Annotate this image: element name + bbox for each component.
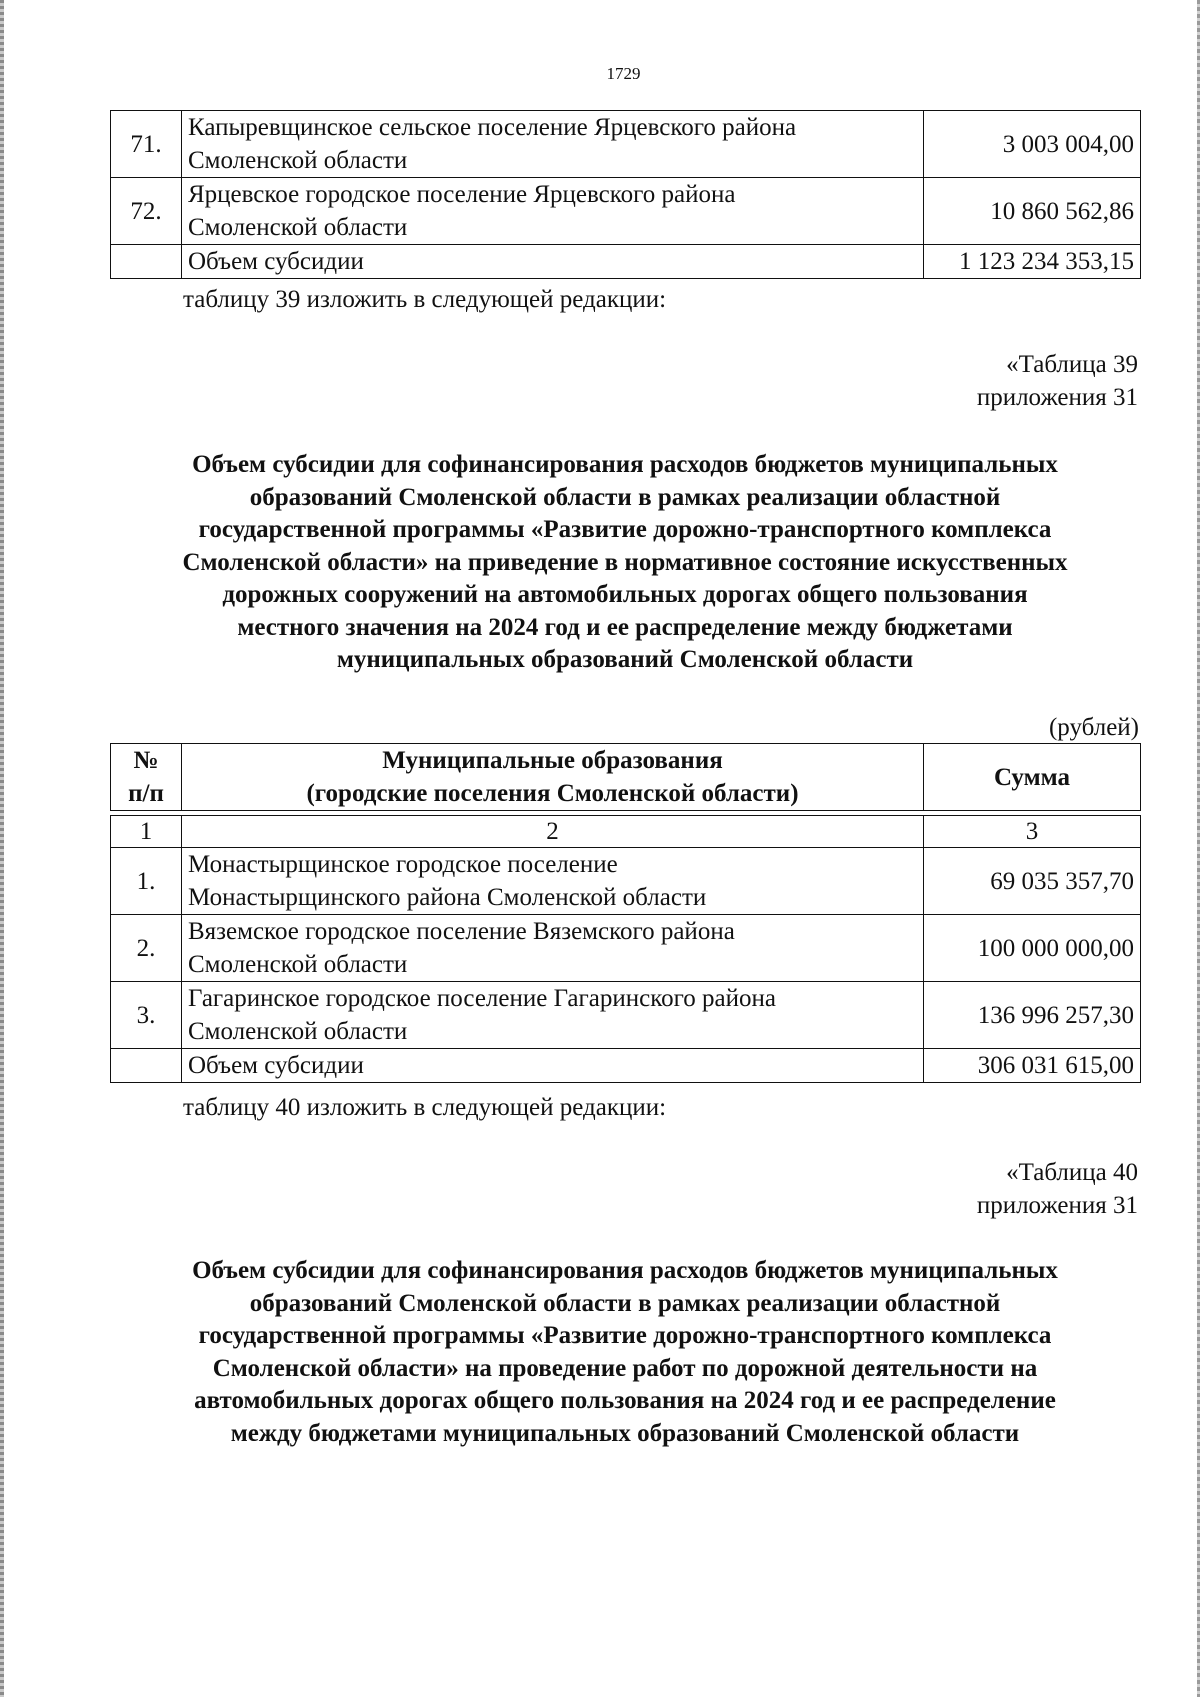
total-row-number — [111, 245, 182, 279]
row-number: 2. — [111, 915, 182, 982]
table-row — [111, 111, 1141, 178]
page-number: 1729 — [606, 64, 641, 83]
title-line: между бюджетами муниципальных образований Смоленской области — [230, 1419, 1020, 1447]
row-number: 71. — [111, 111, 182, 178]
row-name-line: Смоленской области — [188, 147, 408, 174]
row-amount: 3 003 004,00 — [924, 111, 1141, 178]
row-name — [182, 178, 924, 245]
header-num-line: № — [133, 747, 159, 774]
table-row — [111, 848, 1141, 915]
title-line: Объем субсидии для софинансирования расходов бюджетов муниципальных — [192, 1257, 1058, 1284]
row-name-line: Гагаринское городское поселение Гагаринского района — [188, 985, 776, 1012]
instruction-paragraph: таблицу 39 изложить в следующей редакции: — [183, 286, 667, 313]
row-name — [182, 915, 924, 982]
header-name-line: Муниципальные образования — [382, 747, 723, 774]
total-amount: 1 123 234 353,15 — [924, 245, 1141, 279]
title-line: образований Смоленской области в рамках реализации областной — [249, 1289, 1001, 1317]
title-line: образований Смоленской области в рамках реализации областной — [249, 483, 1001, 511]
col-index: 2 — [182, 816, 924, 848]
title-line: автомобильных дорогах общего пользования на 2024 год и ее распределение — [194, 1387, 1056, 1414]
total-amount: 306 031 615,00 — [924, 1049, 1141, 1083]
header-num-line: п/п — [128, 780, 164, 807]
instruction-paragraph: таблицу 40 изложить в следующей редакции: — [183, 1094, 667, 1121]
header-amount: Сумма — [924, 744, 1141, 811]
row-amount: 100 000 000,00 — [924, 915, 1141, 982]
row-name-line: Монастырщинское городское поселение — [188, 851, 618, 878]
row-name-line: Капыревщинское сельское поселение Ярцевского района — [188, 114, 797, 141]
row-name-line: Смоленской области — [188, 214, 408, 241]
header-name-line: (городские поселения Смоленской области) — [306, 780, 799, 807]
table-row — [111, 915, 1141, 982]
table-40-caption-line: приложения 31 — [976, 1192, 1138, 1219]
row-name — [182, 982, 924, 1049]
units-label: (рублей) — [1048, 714, 1139, 741]
table-39-caption — [977, 348, 1138, 414]
table-40-caption — [977, 1156, 1138, 1222]
table-40-caption-line: «Таблица 40 — [1006, 1159, 1138, 1186]
col-index: 3 — [924, 816, 1141, 848]
title-line: местного значения на 2024 год и ее распределение между бюджетами — [237, 613, 1013, 641]
row-name-line: Смоленской области — [188, 1018, 408, 1045]
title-line: Смоленской области» на проведение работ по дорожной деятельности на — [212, 1354, 1038, 1382]
row-amount: 10 860 562,86 — [924, 178, 1141, 245]
title-line: Объем субсидии для софинансирования расходов бюджетов муниципальных — [192, 451, 1058, 478]
total-label: Объем субсидии — [182, 245, 924, 279]
index-row — [111, 816, 1141, 848]
title-line: государственной программы «Развитие дорожно-транспортного комплекса — [198, 1322, 1052, 1349]
row-amount: 136 996 257,30 — [924, 982, 1141, 1049]
table-39-title — [110, 449, 1140, 677]
table-39-header — [110, 743, 1141, 811]
title-line: муниципальных образований Смоленской области — [336, 646, 914, 673]
row-name-line: Смоленской области — [188, 951, 408, 978]
total-label: Объем субсидии — [182, 1049, 924, 1083]
row-name-line: Монастырщинского района Смоленской области — [188, 884, 707, 911]
table-40-title — [110, 1255, 1140, 1450]
scan-edge-left — [0, 0, 4, 1697]
header-row — [111, 744, 1141, 811]
row-amount: 69 035 357,70 — [924, 848, 1141, 915]
row-name — [182, 848, 924, 915]
header-num — [111, 744, 182, 811]
table-39-caption-line: приложения 31 — [976, 384, 1138, 411]
table-39-caption-line: «Таблица 39 — [1006, 351, 1138, 378]
row-number: 3. — [111, 982, 182, 1049]
table-row — [111, 178, 1141, 245]
total-row — [111, 1049, 1141, 1083]
header-name — [182, 744, 924, 811]
title-line: Смоленской области» на приведение в нормативное состояние искусственных — [182, 548, 1068, 576]
table-39-body — [110, 815, 1141, 1083]
row-name — [182, 111, 924, 178]
total-row-number — [111, 1049, 182, 1083]
table-row — [111, 982, 1141, 1049]
previous-table — [110, 110, 1141, 279]
title-line: дорожных сооружений на автомобильных дорогах общего пользования — [222, 581, 1028, 608]
title-line: государственной программы «Развитие дорожно-транспортного комплекса — [198, 516, 1052, 543]
row-name-line: Вяземское городское поселение Вяземского района — [188, 918, 735, 945]
total-row — [111, 245, 1141, 279]
row-number: 1. — [111, 848, 182, 915]
col-index: 1 — [111, 816, 182, 848]
row-number: 72. — [111, 178, 182, 245]
row-name-line: Ярцевское городское поселение Ярцевского района — [188, 181, 736, 208]
